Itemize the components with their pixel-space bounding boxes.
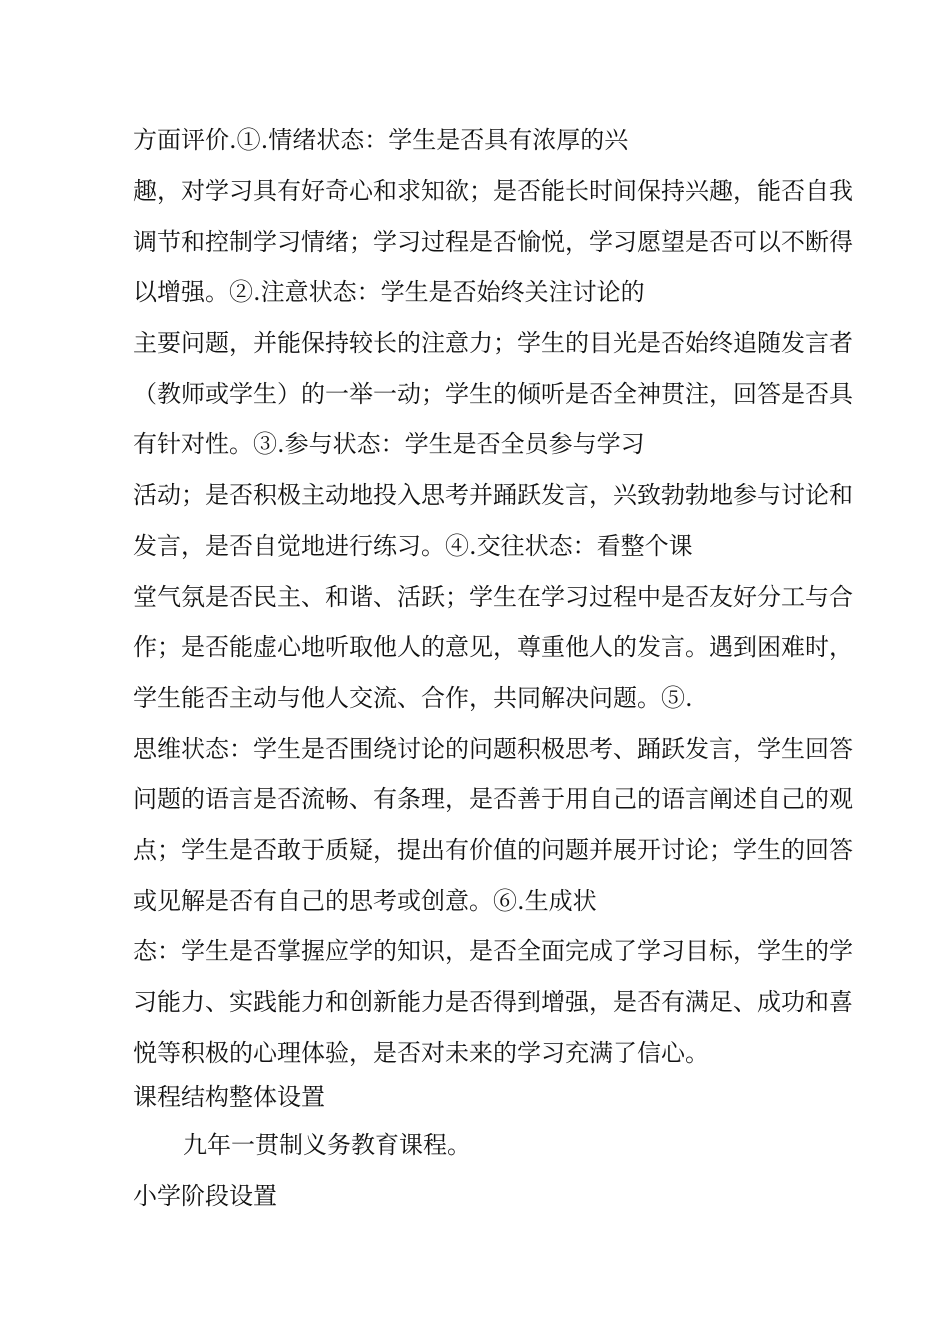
body-text-line: 调节和控制学习情绪；学习过程是否愉悦，学习愿望是否可以不断得 (133, 228, 853, 256)
body-text-line: 或见解是否有自己的思考或创意。⑥.生成状 (133, 887, 597, 915)
body-text-line: 悦等积极的心理体验，是否对未来的学习充满了信心。 (133, 1039, 709, 1067)
body-text-line: 问题的语言是否流畅、有条理，是否善于用自己的语言阐述自己的观 (133, 785, 853, 813)
body-text-line: 有针对性。③.参与状态：学生是否全员参与学习 (133, 430, 645, 458)
body-text-line: 趣，对学习具有好奇心和求知欲；是否能长时间保持兴趣，能否自我 (133, 177, 853, 205)
body-text-line: 活动；是否积极主动地投入思考并踊跃发言，兴致勃勃地参与讨论和 (133, 481, 853, 509)
body-text-line: 态：学生是否掌握应学的知识，是否全面完成了学习目标，学生的学 (133, 937, 853, 965)
body-text-line: 作；是否能虚心地听取他人的意见，尊重他人的发言。遇到困难时， (133, 633, 853, 661)
body-text-line: 发言，是否自觉地进行练习。④.交往状态：看整个课 (133, 532, 693, 560)
body-text-line: 主要问题，并能保持较长的注意力；学生的目光是否始终追随发言者 (133, 329, 853, 357)
body-text-line: 以增强。②.注意状态：学生是否始终关注讨论的 (133, 278, 645, 306)
subsection-heading: 小学阶段设置 (133, 1182, 277, 1210)
body-text-line: 点；学生是否敢于质疑，提出有价值的问题并展开讨论；学生的回答 (133, 836, 853, 864)
body-text-line: 方面评价.①.情绪状态：学生是否具有浓厚的兴 (133, 126, 629, 154)
section-heading: 课程结构整体设置 (133, 1083, 325, 1111)
body-text-line: 思维状态：学生是否围绕讨论的问题积极思考、踊跃发言，学生回答 (133, 735, 853, 763)
intro-paragraph: 九年一贯制义务教育课程。 (183, 1131, 471, 1159)
body-text-line: 习能力、实践能力和创新能力是否得到增强，是否有满足、成功和喜 (133, 988, 853, 1016)
body-text-line: 学生能否主动与他人交流、合作，共同解决问题。⑤. (133, 684, 693, 712)
body-text-line: （教师或学生）的一举一动；学生的倾听是否全神贯注，回答是否具 (133, 380, 853, 408)
body-text-line: 堂气氛是否民主、和谐、活跃；学生在学习过程中是否友好分工与合 (133, 583, 853, 611)
